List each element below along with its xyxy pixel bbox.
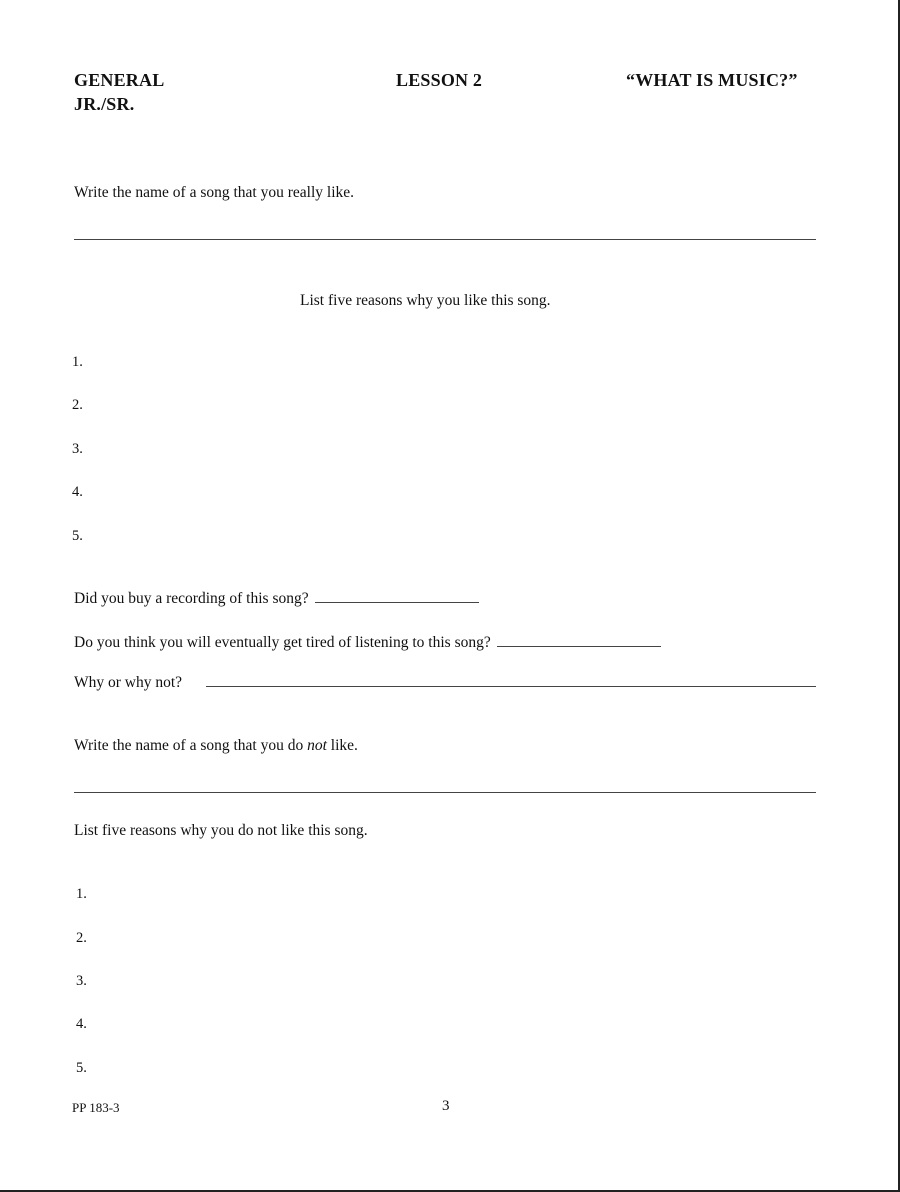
dislike-reason-2-number: 2.	[76, 930, 87, 946]
disliked-song-prompt-emphasis: not	[307, 737, 327, 754]
disliked-song-prompt	[74, 737, 358, 755]
header-title: “WHAT IS MUSIC?”	[626, 70, 798, 90]
header-course: GENERAL	[74, 70, 165, 90]
bought-recording-answer-line[interactable]	[315, 601, 479, 603]
question-get-tired-text: Do you think you will eventually get tired of listening to this song?	[74, 634, 491, 651]
get-tired-answer-line[interactable]	[497, 645, 661, 647]
page-number: 3	[442, 1098, 450, 1114]
like-reasons-heading: List five reasons why you like this song.	[300, 292, 551, 309]
disliked-song-prompt-end: like.	[326, 737, 358, 754]
question-bought-recording-text: Did you buy a recording of this song?	[74, 590, 309, 607]
disliked-song-prompt-text: Write the name of a song that you do	[74, 737, 308, 754]
like-reason-5-number: 5.	[72, 528, 83, 544]
question-get-tired	[74, 634, 661, 652]
favorite-song-answer-line[interactable]	[74, 239, 816, 240]
like-reason-2-number: 2.	[72, 397, 83, 413]
dislike-reasons-heading: List five reasons why you do not like this song.	[74, 822, 368, 839]
question-bought-recording	[74, 590, 479, 608]
dislike-reason-1-number: 1.	[76, 886, 87, 902]
question-why-label: Why or why not?	[74, 674, 183, 691]
header-lesson: LESSON 2	[396, 70, 483, 90]
like-reason-1-number: 1.	[72, 354, 83, 370]
favorite-song-prompt: Write the name of a song that you really like.	[74, 184, 355, 201]
like-reason-4-number: 4.	[72, 484, 83, 500]
like-reason-3-number: 3.	[72, 441, 83, 457]
disliked-song-answer-line[interactable]	[74, 792, 816, 793]
why-answer-line[interactable]	[206, 686, 816, 687]
header-level: JR./SR.	[74, 94, 135, 114]
dislike-reason-4-number: 4.	[76, 1016, 87, 1032]
footer-code: PP 183-3	[72, 1100, 120, 1115]
dislike-reason-5-number: 5.	[76, 1060, 87, 1076]
dislike-reason-3-number: 3.	[76, 973, 87, 989]
